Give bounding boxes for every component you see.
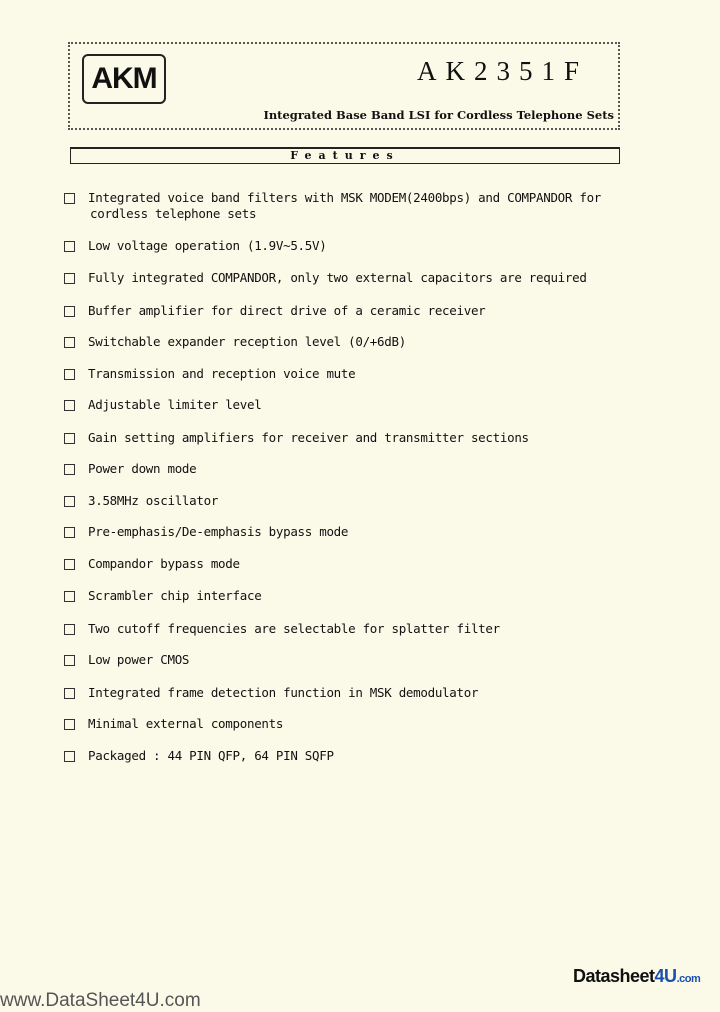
feature-text: Two cutoff frequencies are selectable for splatter filter (88, 621, 500, 636)
checkbox-icon (64, 559, 75, 570)
part-number: AK2351F (416, 56, 588, 86)
section-title: Features (70, 147, 620, 164)
checkbox-icon (64, 337, 75, 348)
logo-accent: 4U (654, 966, 677, 986)
subtitle: Integrated Base Band LSI for Cordless Telephone Sets (263, 108, 614, 122)
checkbox-icon (64, 273, 75, 284)
checkbox-icon (64, 688, 75, 699)
logo-main: Datasheet (573, 966, 655, 986)
feature-text: Adjustable limiter level (88, 397, 262, 412)
feature-text: Gain setting amplifiers for receiver and transmitter sections (88, 430, 529, 445)
feature-text: Minimal external components (88, 716, 284, 731)
feature-text: Fully integrated COMPANDOR, only two external capacitors are required (88, 270, 587, 285)
checkbox-icon (64, 751, 75, 762)
checkbox-icon (64, 591, 75, 602)
checkbox-icon (64, 241, 75, 252)
checkbox-icon (64, 400, 75, 411)
feature-text: Low voltage operation (1.9V~5.5V) (88, 238, 327, 253)
checkbox-icon (64, 655, 75, 666)
footer-site-link[interactable]: www.DataSheet4U.com (0, 990, 201, 1011)
datasheet4u-logo[interactable] (573, 966, 700, 987)
checkbox-icon (64, 464, 75, 475)
feature-text: cordless telephone sets (90, 206, 257, 221)
header-box (68, 42, 620, 130)
checkbox-icon (64, 433, 75, 444)
checkbox-icon (64, 496, 75, 507)
feature-text: Buffer amplifier for direct drive of a ceramic receiver (88, 303, 486, 318)
feature-text: Switchable expander reception level (0/+6dB) (88, 334, 406, 349)
checkbox-icon (64, 193, 75, 204)
feature-text: Integrated frame detection function in MSK demodulator (88, 685, 479, 700)
checkbox-icon (64, 719, 75, 730)
feature-text: Transmission and reception voice mute (88, 366, 356, 381)
feature-text: Packaged : 44 PIN QFP, 64 PIN SQFP (88, 748, 334, 763)
feature-text: Pre-emphasis/De-emphasis bypass mode (88, 524, 349, 539)
feature-text: Power down mode (88, 461, 197, 476)
checkbox-icon (64, 306, 75, 317)
feature-text: Compandor bypass mode (88, 556, 240, 571)
feature-text: 3.58MHz oscillator (88, 493, 219, 508)
checkbox-icon (64, 369, 75, 380)
feature-text: Low power CMOS (88, 652, 190, 667)
logo-suffix: .com (676, 973, 701, 985)
akm-logo: AKM (82, 54, 166, 104)
feature-text: Scrambler chip interface (88, 588, 262, 603)
checkbox-icon (64, 624, 75, 635)
feature-text: Integrated voice band filters with MSK MODEM(2400bps) and COMPANDOR for (88, 190, 602, 205)
checkbox-icon (64, 527, 75, 538)
